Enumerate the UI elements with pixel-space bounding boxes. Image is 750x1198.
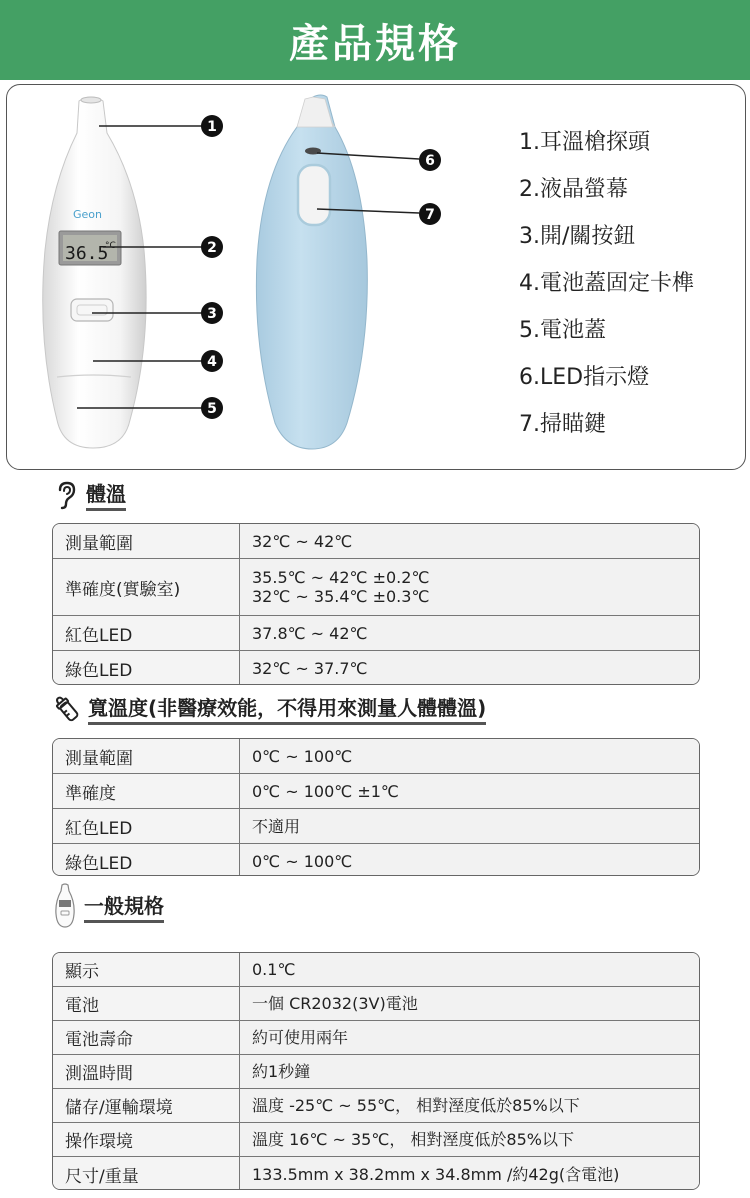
feature-item: 3.開/關按鈕 [519, 224, 636, 249]
row-label: 尺寸/重量 [53, 1157, 240, 1190]
row-value: 32℃ ~ 42℃ [240, 524, 699, 558]
callout-number-1: 1 [207, 119, 217, 135]
brand-logo: Geon [73, 208, 102, 221]
ear-icon [52, 480, 80, 510]
callout-number-7: 7 [425, 207, 435, 223]
row-value: 約1秒鐘 [240, 1055, 699, 1088]
section-title-wide-temp: 寬溫度(非醫療效能，不得用來測量人體體溫) [88, 692, 486, 725]
callout-number-6: 6 [425, 153, 435, 169]
product-diagram [6, 84, 746, 470]
row-label: 測溫時間 [53, 1055, 240, 1088]
row-label: 測量範圍 [53, 739, 240, 773]
feature-item: 6.LED指示燈 [519, 365, 650, 390]
table-row [53, 843, 699, 876]
callout-number-3: 3 [207, 306, 217, 322]
row-label: 綠色LED [53, 844, 240, 876]
row-value: 不適用 [240, 809, 699, 843]
table-row [53, 1088, 699, 1122]
row-label: 操作環境 [53, 1123, 240, 1156]
callout-number-5: 5 [207, 401, 217, 417]
table-row [53, 1054, 699, 1088]
table-row [53, 1122, 699, 1156]
section-body-temp [52, 478, 126, 511]
row-label: 紅色LED [53, 809, 240, 843]
table-row [53, 650, 699, 685]
feature-list [519, 119, 694, 448]
feature-item: 1.耳溫槍探頭 [519, 130, 650, 155]
row-label: 電池壽命 [53, 1021, 240, 1054]
row-label: 準確度 [53, 774, 240, 808]
table-row [53, 615, 699, 650]
callout-number-4: 4 [207, 354, 217, 370]
feature-item: 4.電池蓋固定卡榫 [519, 271, 694, 296]
row-value: 溫度 16℃ ~ 35℃， 相對溼度低於85%以下 [240, 1123, 699, 1156]
row-label: 顯示 [53, 953, 240, 986]
table-row [53, 1020, 699, 1054]
section-title-general: 一般規格 [84, 890, 164, 923]
row-value: 32℃ ~ 37.7℃ [240, 651, 699, 685]
row-label: 電池 [53, 987, 240, 1020]
scan-button [298, 165, 330, 225]
lcd-unit: °C [105, 241, 116, 251]
baby-bottle-icon [52, 693, 82, 725]
row-value: 0℃ ~ 100℃ ±1℃ [240, 774, 699, 808]
row-label: 準確度(實驗室) [53, 559, 240, 615]
row-value: 133.5mm x 38.2mm x 34.8mm /約42g(含電池) [240, 1157, 699, 1190]
table-row [53, 739, 699, 773]
feature-item: 7.掃瞄鍵 [519, 412, 606, 437]
row-value: 一個 CR2032(3V)電池 [240, 987, 699, 1020]
header-banner [0, 0, 750, 80]
section-wide-temp [52, 692, 486, 725]
table-row [53, 986, 699, 1020]
table-row [53, 953, 699, 986]
wide-temp-table [52, 738, 700, 876]
row-label: 測量範圍 [53, 524, 240, 558]
row-value: 溫度 -25℃ ~ 55℃， 相對溼度低於85%以下 [240, 1089, 699, 1122]
section-general [52, 882, 164, 930]
thermometer-icon [52, 882, 78, 930]
callout-number-2: 2 [207, 240, 217, 256]
table-row [53, 524, 699, 558]
row-value: 約可使用兩年 [240, 1021, 699, 1054]
device-front-body [43, 97, 146, 448]
table-row [53, 773, 699, 808]
row-value: 35.5℃ ~ 42℃ ±0.2℃ 32℃ ~ 35.4℃ ±0.3℃ [240, 559, 699, 615]
page-title: 產品規格 [289, 20, 461, 67]
section-title-body-temp: 體溫 [86, 478, 126, 511]
row-value: 37.8℃ ~ 42℃ [240, 616, 699, 650]
lcd-reading: 36.5 [65, 243, 109, 264]
feature-item: 2.液晶螢幕 [519, 177, 628, 202]
table-row [53, 558, 699, 615]
table-row [53, 1156, 699, 1190]
general-table [52, 952, 700, 1190]
row-value: 0.1℃ [240, 953, 699, 986]
row-label: 紅色LED [53, 616, 240, 650]
table-row [53, 808, 699, 843]
row-label: 儲存/運輸環境 [53, 1089, 240, 1122]
row-value: 0℃ ~ 100℃ [240, 844, 699, 876]
feature-item: 5.電池蓋 [519, 318, 606, 343]
row-value: 0℃ ~ 100℃ [240, 739, 699, 773]
row-label: 綠色LED [53, 651, 240, 685]
body-temp-table [52, 523, 700, 685]
